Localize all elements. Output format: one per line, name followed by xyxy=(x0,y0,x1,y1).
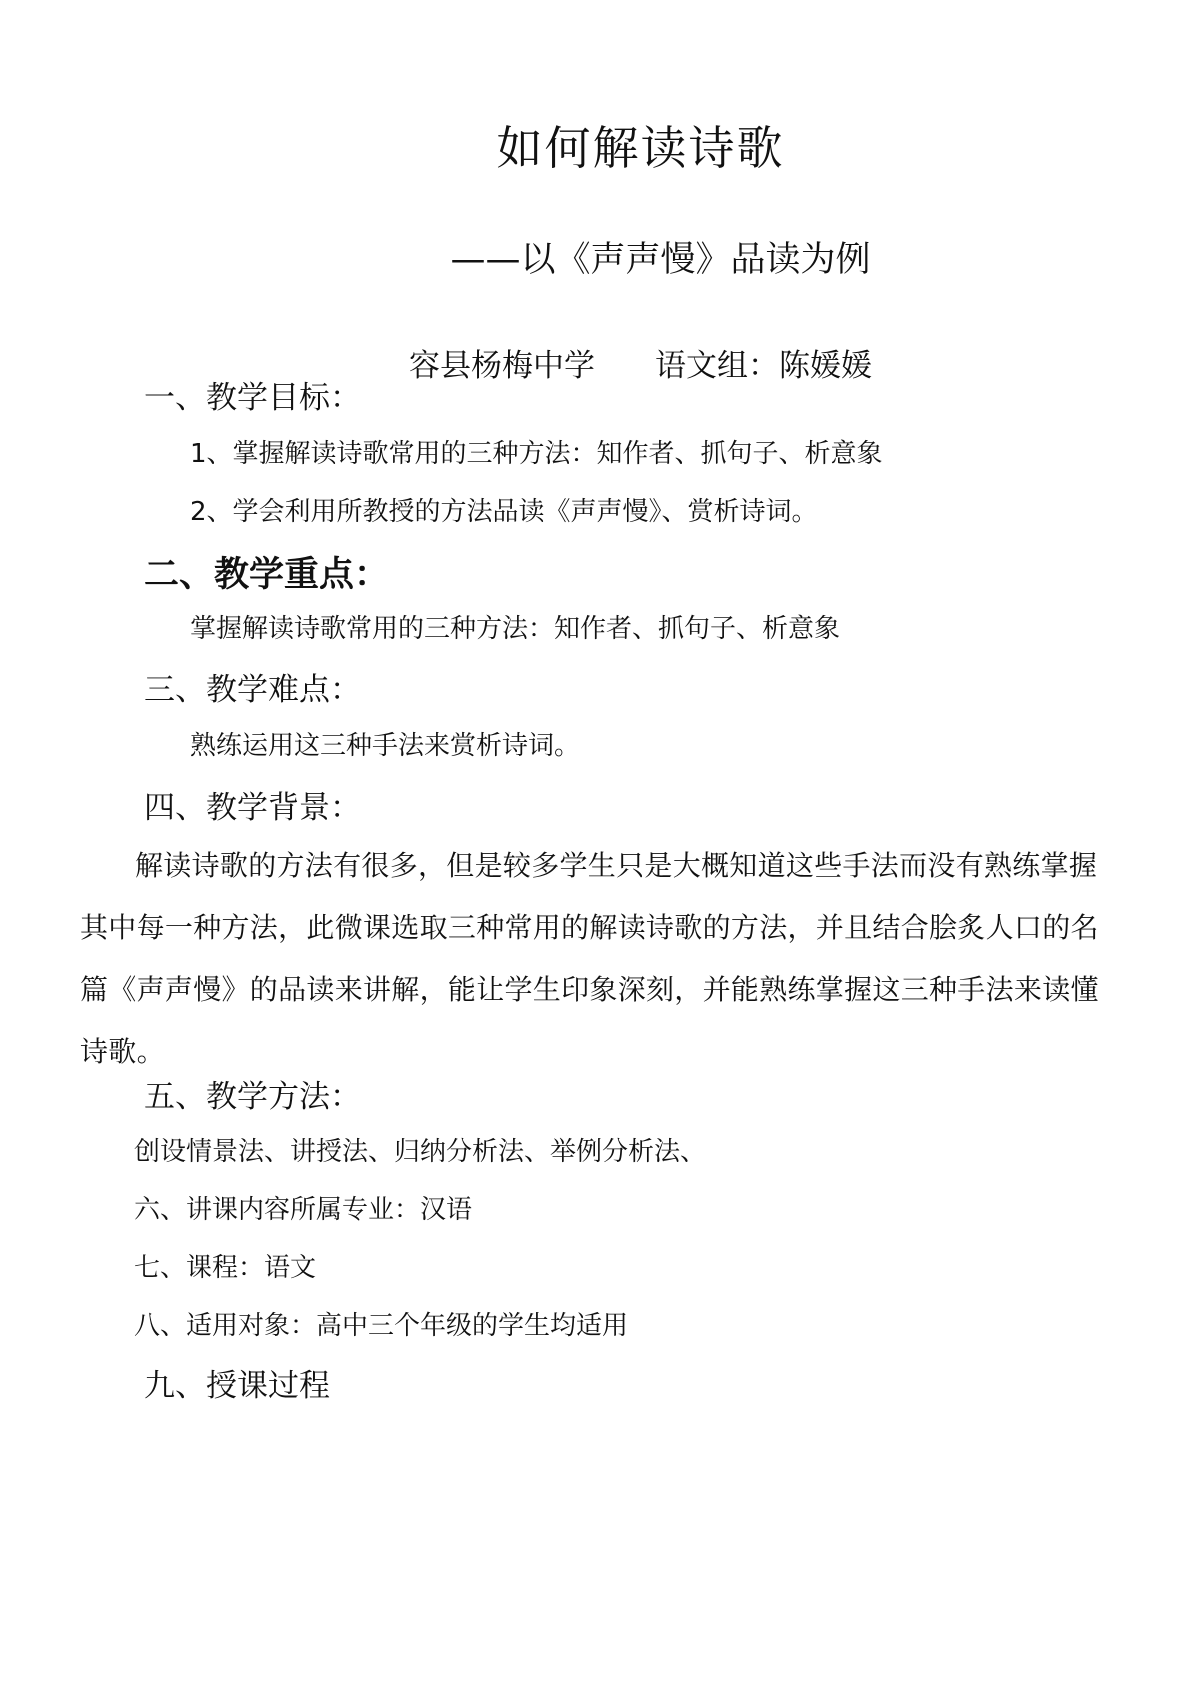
heading-methods: 五、教学方法： xyxy=(144,1079,361,1115)
key-points-text: 掌握解读诗歌常用的三种方法：知作者、抓句子、析意象 xyxy=(190,614,841,644)
school-name: 容县杨梅中学 xyxy=(409,348,595,384)
document-subtitle: ——以《声声慢》品读为例 xyxy=(450,240,871,280)
heading-background: 四、教学背景： xyxy=(144,790,361,826)
heading-difficulties: 三、教学难点： xyxy=(144,672,361,708)
heading-key-points: 二、教学重点： xyxy=(144,555,390,595)
goal-item-1: 1、掌握解读诗歌常用的三种方法：知作者、抓句子、析意象 xyxy=(190,439,883,469)
audience-line: 八、适用对象：高中三个年级的学生均适用 xyxy=(134,1311,629,1341)
methods-text: 创设情景法、讲授法、归纳分析法、举例分析法、 xyxy=(134,1137,707,1167)
goal-item-2: 2、学会利用所教授的方法品读《声声慢》、赏析诗词。 xyxy=(190,497,818,527)
subject-line: 六、讲课内容所属专业：汉语 xyxy=(134,1195,473,1225)
heading-teaching-goals: 一、教学目标： xyxy=(144,380,361,416)
background-paragraph: 解读诗歌的方法有很多，但是较多学生只是大概知道这些手法而没有熟练掌握其中每一种方法，此微课选取三种常用的解读诗歌的方法，并且结合脍炙人口的名篇《声声慢》的品读来讲解，能让学生印象深刻，并能熟练掌握这三种手法来读懂诗歌。 xyxy=(80,849,1099,1068)
group-author: 语文组：陈媛媛 xyxy=(655,348,872,384)
difficulties-text: 熟练运用这三种手法来赏析诗词。 xyxy=(190,731,581,761)
document-title: 如何解读诗歌 xyxy=(496,121,785,175)
heading-process: 九、授课过程 xyxy=(144,1368,330,1404)
course-line: 七、课程：语文 xyxy=(134,1253,317,1283)
